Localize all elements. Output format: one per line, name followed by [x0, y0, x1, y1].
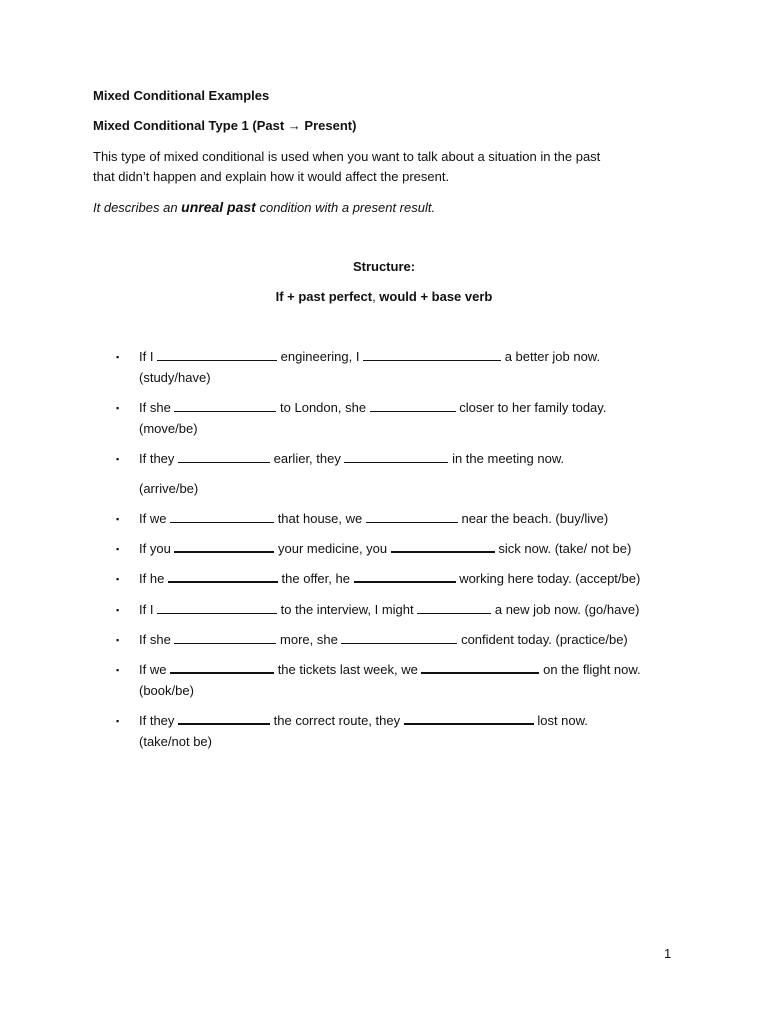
structure-heading: Structure: — [352, 259, 416, 274]
item-hint: (book/be) — [139, 683, 194, 698]
list-bullet: ▪ — [116, 665, 120, 675]
answer-blank[interactable] — [370, 399, 456, 412]
item-text: a better job now. — [501, 349, 601, 364]
intro-line-2: that didn’t happen and explain how it would affect the present. — [93, 169, 450, 184]
item-text: If he — [139, 571, 168, 586]
description-post: condition with a present result. — [255, 200, 436, 215]
item-text: the tickets last week, we — [274, 662, 422, 677]
list-item — [139, 509, 608, 529]
answer-blank[interactable] — [174, 539, 274, 553]
item-text: If I — [139, 602, 158, 617]
description-pre: It describes an — [93, 200, 182, 215]
item-text: closer to her family today. — [455, 400, 607, 415]
item-text: If they — [139, 713, 179, 728]
item-text: a new job now. (go/have) — [491, 602, 640, 617]
answer-blank[interactable] — [366, 510, 458, 523]
item-hint: (take/not be) — [139, 734, 212, 749]
item-text: your medicine, you — [274, 541, 391, 556]
list-bullet: ▪ — [116, 574, 120, 584]
answer-blank[interactable] — [354, 569, 456, 583]
item-text: that house, we — [274, 511, 366, 526]
item-text: to London, she — [276, 400, 370, 415]
answer-blank[interactable] — [421, 660, 539, 674]
answer-blank[interactable] — [174, 631, 276, 644]
list-item — [139, 711, 588, 731]
item-text: If she — [139, 632, 175, 647]
answer-blank[interactable] — [168, 569, 278, 583]
list-bullet: ▪ — [116, 352, 120, 362]
answer-blank[interactable] — [417, 601, 491, 614]
item-text: If she — [139, 400, 175, 415]
item-hint: (move/be) — [139, 421, 198, 436]
list-item — [139, 398, 606, 418]
answer-blank[interactable] — [363, 348, 501, 361]
answer-blank[interactable] — [178, 450, 270, 463]
document-title: Mixed Conditional Examples — [93, 88, 270, 103]
item-text: If I — [139, 349, 158, 364]
list-item — [139, 569, 640, 589]
item-text: sick now. (take/ not be) — [494, 541, 632, 556]
item-text: If we — [139, 662, 171, 677]
list-item — [139, 600, 639, 620]
item-hint: (arrive/be) — [139, 481, 199, 496]
item-text: If you — [139, 541, 175, 556]
list-bullet: ▪ — [116, 716, 120, 726]
list-bullet: ▪ — [116, 635, 120, 645]
answer-blank[interactable] — [344, 450, 448, 463]
list-item — [139, 449, 564, 469]
list-item — [139, 347, 600, 367]
answer-blank[interactable] — [170, 660, 274, 674]
item-text: near the beach. (buy/live) — [457, 511, 609, 526]
answer-blank[interactable] — [174, 399, 276, 412]
list-item — [139, 539, 631, 559]
list-bullet: ▪ — [116, 403, 120, 413]
item-text: lost now. — [533, 713, 588, 728]
description-line — [93, 197, 435, 218]
item-text: in the meeting now. — [448, 451, 565, 466]
list-item — [139, 630, 628, 650]
structure-formula — [0, 287, 768, 307]
item-text: on the flight now. — [539, 662, 641, 677]
list-bullet: ▪ — [116, 544, 120, 554]
structure-formula-sep: , — [372, 289, 376, 304]
page-number: 1 — [664, 946, 672, 961]
list-bullet: ▪ — [116, 454, 120, 464]
answer-blank[interactable] — [170, 510, 274, 523]
list-bullet: ▪ — [116, 514, 120, 524]
section-heading: Mixed Conditional Type 1 (Past → Present) — [93, 118, 357, 133]
item-text: working here today. (accept/be) — [455, 571, 641, 586]
item-text: the correct route, they — [270, 713, 404, 728]
answer-blank[interactable] — [157, 348, 277, 361]
intro-line-1: This type of mixed conditional is used when you want to talk about a situation in the past — [93, 149, 601, 164]
structure-formula-result: would + base verb — [375, 289, 493, 304]
item-text: If they — [139, 451, 179, 466]
answer-blank[interactable] — [341, 631, 457, 644]
answer-blank[interactable] — [404, 711, 534, 725]
item-text: engineering, I — [277, 349, 364, 364]
item-text: confident today. (practice/be) — [457, 632, 628, 647]
item-text: to the interview, I might — [277, 602, 418, 617]
structure-formula-if: If + past perfect — [275, 289, 373, 304]
list-item — [139, 660, 641, 680]
item-text: more, she — [276, 632, 342, 647]
item-hint: (study/have) — [139, 370, 211, 385]
answer-blank[interactable] — [157, 601, 277, 614]
description-emphasis: unreal past — [181, 199, 256, 215]
answer-blank[interactable] — [178, 711, 270, 725]
item-text: the offer, he — [277, 571, 354, 586]
list-bullet: ▪ — [116, 605, 120, 615]
item-text: earlier, they — [270, 451, 345, 466]
item-text: If we — [139, 511, 171, 526]
answer-blank[interactable] — [391, 539, 495, 553]
